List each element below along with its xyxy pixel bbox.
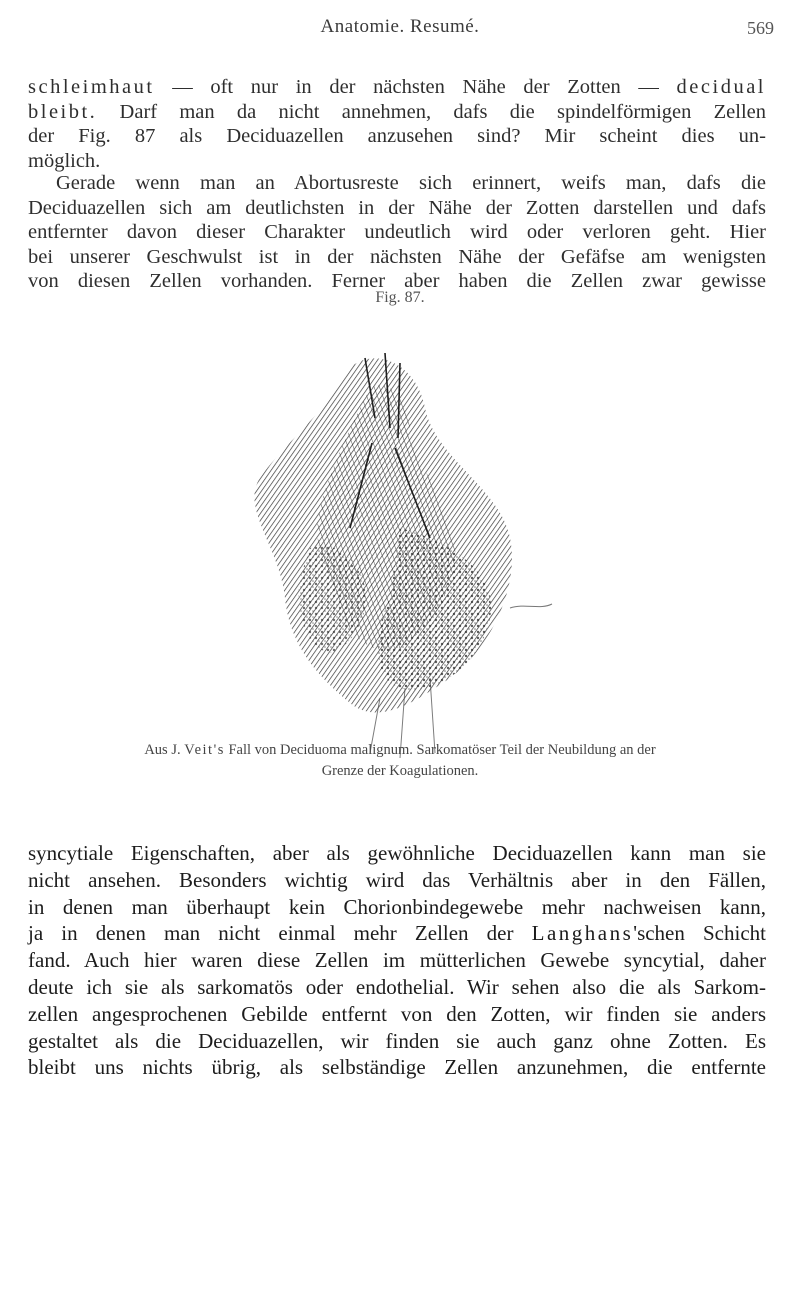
spaced-term: Langhans [531, 921, 634, 946]
text-line: in denen man überhaupt kein Chorionbindegewebe mehr nachweisen kann, [28, 894, 766, 919]
paragraph-1 [28, 75, 766, 173]
text-line: bleibt uns nichts übrig, als selbständige Zellen anzunehmen, die entfernte [28, 1055, 766, 1080]
text-line [28, 75, 766, 100]
paragraph-3 [28, 840, 766, 1081]
line-text: Darf man da nicht annehmen, dafs die spindelförmigen Zellen [97, 100, 766, 123]
figure-illustration [200, 318, 600, 798]
text-line: entfernter davon dieser Charakter undeutlich wird oder verloren geht. Hier [28, 221, 766, 243]
text-line: von diesen Zellen vorhanden. Ferner aber haben die Zellen zwar gewisse [28, 270, 766, 292]
paragraph-2 [28, 171, 766, 294]
spaced-term: bleibt. [28, 100, 98, 123]
caption-text: Fall von Deciduoma malignum. Sarkomatöser Teil der Neubildung an der [224, 742, 656, 758]
text-line: bei unserer Geschwulst ist in der nächsten Nähe der Gefäfse am wenigsten [28, 245, 766, 268]
caption-author: Veit's [184, 742, 225, 758]
text-line: Deciduazellen sich am deutlichsten in der Nähe der Zotten darstellen und dafs [28, 196, 766, 219]
text-line: fand. Auch hier waren diese Zellen im mütterlichen Gewebe syncytial, daher [28, 948, 766, 973]
text-line: möglich. [28, 149, 101, 172]
caption-text-2: Grenze der Koagulationen. [321, 763, 479, 779]
text-line: Gerade wenn man an Abortusreste sich erinnert, weifs man, dafs die [56, 172, 766, 194]
caption-prefix: Aus J. [144, 742, 185, 758]
cell-mass [254, 353, 552, 758]
text-line: syncytiale Eigenschaften, aber als gewöhnliche Deciduazellen kann man sie [28, 841, 766, 865]
running-title: Anatomie. Resumé. [320, 16, 480, 37]
spaced-term: schleimhaut [28, 76, 155, 98]
text-line: nicht ansehen. Besonders wichtig wird das Verhältnis aber in den Fällen, [28, 867, 766, 892]
text-line: gestaltet als die Deciduazellen, wir finden sie auch ganz ohne Zotten. Es [28, 1028, 766, 1053]
text-line: zellen angesprochenen Gebilde entfernt von den Zotten, wir finden sie anders [28, 1001, 766, 1026]
figure-caption [40, 740, 760, 782]
running-head [0, 16, 800, 42]
text-line [28, 920, 766, 947]
text-line: der Fig. 87 als Deciduazellen anzusehen sind? Mir scheint dies un- [28, 125, 766, 147]
line-text: — oft nur in der nächsten Nähe der Zotten — [154, 76, 677, 98]
line-text: ja in denen man nicht einmal mehr Zellen der [28, 921, 532, 946]
page-number: 569 [747, 18, 774, 38]
text-line [28, 100, 766, 125]
histology-engraving [200, 318, 600, 798]
spaced-term: decidual [676, 76, 766, 98]
figure-label: Fig. 87. [375, 289, 425, 306]
text-line: deute ich sie als sarkomatös oder endothelial. Wir sehen also die als Sarkom- [28, 974, 766, 999]
line-text: 'schen Schicht [633, 921, 766, 946]
